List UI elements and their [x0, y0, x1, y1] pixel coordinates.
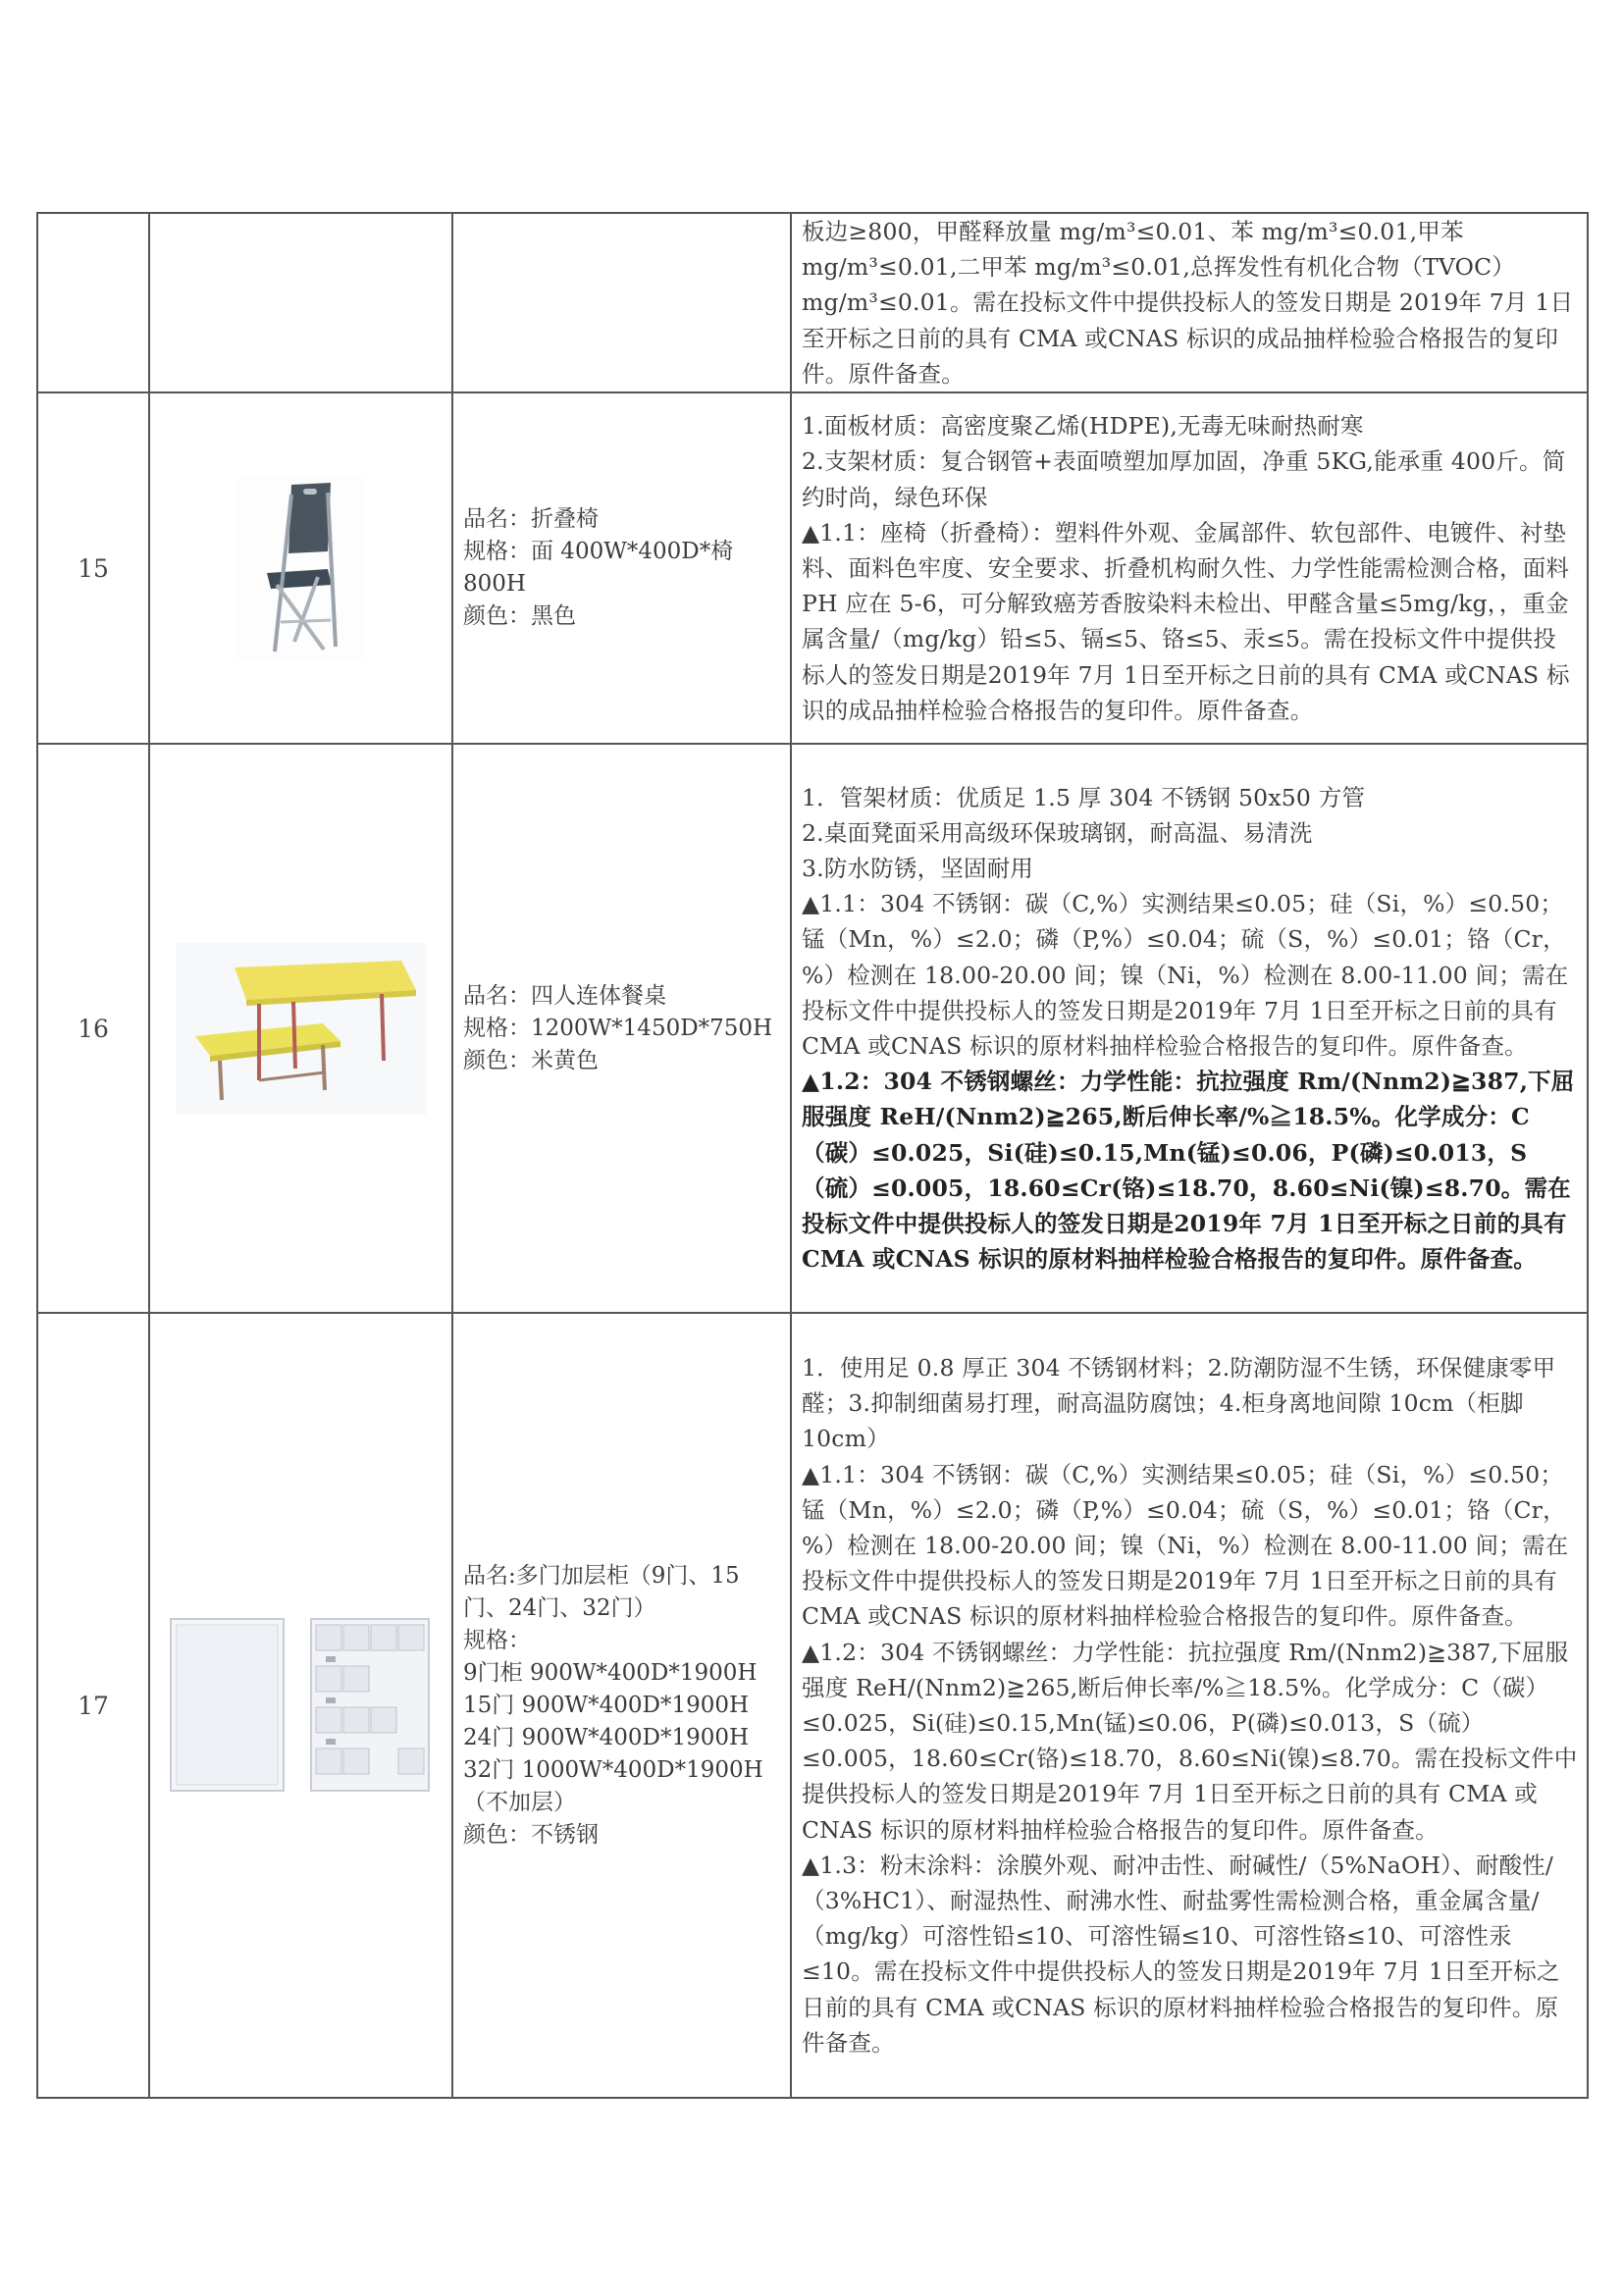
name-cell — [452, 744, 791, 1313]
row-index: 16 — [37, 744, 149, 1313]
name-line: 品名:多门加层柜（9门、15门、24门、32门） — [463, 1562, 740, 1621]
stainless-cabinet-photo-icon — [169, 1617, 434, 1794]
name-line: （不加层） — [463, 1789, 576, 1815]
spec-paragraph: ▲1.1：座椅（折叠椅）：塑料件外观、金属部件、软包部件、电镀件、衬垫料、面料色牢度、安全要求、折叠机构耐久性、力学性能需检测合格，面料 PH 应在 5-6，可分解致癌芳香胺染料未检出、甲醛含量≤5mg/kg，，重金属含量/（mg/kg）铅≤5、镉≤5、铬≤5、汞≤5。需在投标文件中提供投标人的签发日期是2019年 7月 1日至开标之日前的具有 CMA 或CNAS 标识的成品抽样检验合格报告的复印件。原件备查。 — [802, 518, 1570, 724]
name-line: 规格： — [463, 1627, 531, 1653]
dining-table-photo-icon — [176, 943, 426, 1115]
name-cell — [452, 213, 791, 392]
name-line: 颜色：黑色 — [463, 603, 576, 630]
name-line: 颜色：米黄色 — [463, 1047, 599, 1073]
name-line: 规格：面 400W*400D*椅 800H — [463, 539, 734, 598]
folding-chair-photo-icon — [237, 475, 365, 661]
name-cell — [452, 1313, 791, 2098]
name-line: 品名：折叠椅 — [463, 506, 599, 533]
spec-cell — [791, 213, 1588, 392]
table-row — [37, 392, 1588, 744]
spec-paragraph: 2.支架材质：复合钢管+表面喷塑加厚加固，净重 5KG,能承重 400斤。简约时尚，绿色环保 — [802, 447, 1566, 511]
row-index: 17 — [37, 1313, 149, 2098]
spec-cell — [791, 392, 1588, 744]
image-cell — [149, 1313, 452, 2098]
row-index: 15 — [37, 392, 149, 744]
spec-cell — [791, 1313, 1588, 2098]
spec-paragraph: ▲1.1：304 不锈钢：碳（C,%）实测结果≤0.05；硅（Si，%）≤0.50；锰（Mn，%）≤2.0；磷（P,%）≤0.04；硫（S，%）≤0.01；铬（Cr，%）检测在 18.00-20.00 间；镍（Ni，%）检测在 8.00-11.00 间；需在投标文件中提供投标人的签发日期是2019年 7月 1日至开标之日前的具有 CMA 或CNAS 标识的原材料抽样检验合格报告的复印件。原件备查。 — [802, 1460, 1569, 1631]
name-line: 32门 1000W*400D*1900H — [463, 1756, 763, 1783]
table-row — [37, 744, 1588, 1313]
spec-paragraph: ▲1.3：粉末涂料：涂膜外观、耐冲击性、耐碱性/（5%NaOH）、耐酸性/（3%HC1）、耐湿热性、耐沸水性、耐盐雾性需检测合格，重金属含量/（mg/kg）可溶性铅≤10、可溶性镉≤10、可溶性铬≤10、可溶性汞≤10。需在投标文件中提供投标人的签发日期是2019年 7月 1日至开标之日前的具有 CMA 或CNAS 标识的原材料抽样检验合格报告的复印件。原件备查。 — [802, 1851, 1560, 2057]
image-cell — [149, 213, 452, 392]
table-row — [37, 1313, 1588, 2098]
name-line: 15门 900W*400D*1900H — [463, 1692, 750, 1718]
spec-paragraph: 1.面板材质：高密度聚乙烯(HDPE),无毒无味耐热耐寒 — [802, 412, 1364, 441]
row-index — [37, 213, 149, 392]
spec-paragraph: ▲1.1：304 不锈钢：碳（C,%）实测结果≤0.05；硅（Si，%）≤0.50；锰（Mn，%）≤2.0；磷（P,%）≤0.04；硫（S，%）≤0.01；铬（Cr，%）检测在 18.00-20.00 间；镍（Ni，%）检测在 8.00-11.00 间；需在投标文件中提供投标人的签发日期是2019年 7月 1日至开标之日前的具有 CMA 或CNAS 标识的原材料抽样检验合格报告的复印件。原件备查。 — [802, 890, 1569, 1061]
spec-paragraph-bold: ▲1.2：304 不锈钢螺丝：力学性能：抗拉强度 Rm/(Nnm2)≧387,下屈服强度 ReH/(Nnm2)≧265,断后伸长率/%≧18.5%。化学成分：C（碳）≤0.025，Si(硅)≤0.15,Mn(锰)≤0.06，P(磷)≤0.013，S（硫）≤0.005，18.60≤Cr(铬)≤18.70，8.60≤Ni(镍)≤8.70。需在投标文件中提供投标人的签发日期是2019年 7月 1日至开标之日前的具有 CMA 或CNAS 标识的原材料抽样检验合格报告的复印件。原件备查。 — [802, 1068, 1575, 1274]
table-row — [37, 213, 1588, 392]
image-cell — [149, 744, 452, 1313]
spec-paragraph: ▲1.2：304 不锈钢螺丝：力学性能：抗拉强度 Rm/(Nnm2)≧387,下屈服强度 ReH/(Nnm2)≧265,断后伸长率/%≧18.5%。化学成分：C（碳）≤0.025，Si(硅)≤0.15,Mn(锰)≤0.06，P(磷)≤0.013，S（硫）≤0.005，18.60≤Cr(铬)≤18.70，8.60≤Ni(镍)≤8.70。需在投标文件中提供投标人的签发日期是2019年 7月 1日至开标之日前的具有 CMA 或CNAS 标识的原材料抽样检验合格报告的复印件。原件备查。 — [802, 1638, 1578, 1844]
name-line: 9门柜 900W*400D*1900H — [463, 1659, 758, 1686]
spec-paragraph: 3.防水防锈，坚固耐用 — [802, 855, 1034, 882]
spec-paragraph: 1．管架材质：优质足 1.5 厚 304 不锈钢 50x50 方管 — [802, 783, 1366, 811]
image-cell — [149, 392, 452, 744]
spec-table — [36, 212, 1589, 2099]
name-line: 颜色：不锈钢 — [463, 1821, 599, 1848]
spec-paragraph: 2.桌面凳面采用高级环保玻璃钢，耐高温、易清洗 — [802, 818, 1313, 847]
spec-paragraph: 板边≥800，甲醛释放量 mg/m³≤0.01、苯 mg/m³≤0.01,甲苯 mg/m³≤0.01,二甲苯 mg/m³≤0.01,总挥发性有机化合物（TVOC）mg/m³≤0.01。需在投标文件中提供投标人的签发日期是 2019年 7月 1日至开标之日前的具有 CMA 或CNAS 标识的成品抽样检验合格报告的复印件。原件备查。 — [802, 218, 1574, 388]
name-line: 品名：四人连体餐桌 — [463, 982, 666, 1009]
spec-cell — [791, 744, 1588, 1313]
name-line: 规格：1200W*1450D*750H — [463, 1015, 773, 1041]
spec-paragraph: 1．使用足 0.8 厚正 304 不锈钢材料；2.防潮防湿不生锈，环保健康零甲醛；3.抑制细菌易打理，耐高温防腐蚀；4.柜身离地间隙 10cm（柜脚 10cm） — [802, 1353, 1556, 1453]
name-cell — [452, 392, 791, 744]
name-line: 24门 900W*400D*1900H — [463, 1724, 750, 1750]
